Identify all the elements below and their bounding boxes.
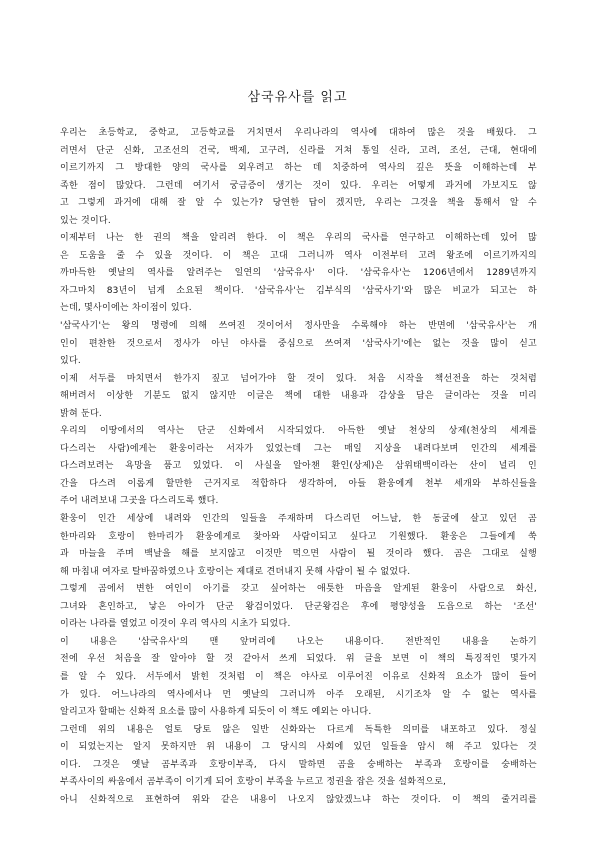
body-line: 이다. 그것은 옛날 곰부족과 호랑이부족, 다시 말하면 곰을 숭배하는 부족과 호랑이를 숭배하는: [60, 759, 537, 770]
body-line: 이라는 나라를 열었고 이것이 우리 역사의 시초가 되었다.: [60, 619, 291, 630]
body-line: 간을 다스려 이롭게 할만한 근거지로 적합하다 생각하여, 아들 환웅에게 천부 세개와 부하신들을: [60, 478, 537, 489]
body-line: 환웅이 인간 세상에 내려와 인간의 일들을 주재하며 다스리던 어느날, 한 동굴에 살고 있던 곰: [60, 514, 537, 525]
body-line: 족한 점이 많았다. 그런데 여기서 궁금증이 생기는 것이 있다. 우리는 어떻게 과거에 가보지도 않: [60, 180, 537, 191]
body-line: '삼국사기'는 왕의 명령에 의해 쓰여진 것이어서 정사만을 수록해야 하는 반면에 '삼국유사'는 개: [60, 321, 537, 332]
body-line: 아니 신화적으로 표현하여 위와 같은 내용이 나오지 않았겠느냐 하는 것이다. 이 책의 줄거리를: [60, 794, 537, 805]
body-line: 주어 내려보내 그곳을 다스리도록 했다.: [60, 496, 219, 507]
body-line: 전에 우선 처음을 잘 알아야 할 것 같아서 쓰게 되었다. 위 글을 보면 이 책의 특징적인 몇가지: [60, 654, 537, 665]
body-line: 알리고자 할때는 신화적 요소를 많이 사용하게 되듯이 이 책도 예외는 아니다.: [60, 707, 372, 718]
body-line: 부족사이의 싸움에서 곰부족이 이기게 되어 호랑이 부족을 누르고 정권을 잡은 것을 설화적으로,: [60, 777, 447, 788]
body-line: 까마득한 옛날의 역사를 알려주는 일연의 '삼국유사' 이다. '삼국유사'는 1206년에서 1289년까지: [60, 268, 537, 279]
body-line: 를 알 수 있다. 서두에서 밝힌 것처럼 이 책은 야사로 이루어진 이유로 신화적 요소가 많이 들어: [60, 671, 537, 682]
body-line: 다스려보려는 욕망을 품고 있었다. 이 사실을 알아챈 환인(상제)은 삼위태백이라는 산이 널리 인: [60, 461, 537, 472]
body-line: 인이 편찬한 것으로서 정사가 아닌 야사를 중심으로 쓰여져 '삼국사기'에는 없는 것을 많이 싣고: [60, 338, 537, 349]
body-line: 있다.: [60, 356, 81, 367]
body-line: 해 마침내 여자로 탈바꿈하였으나 호랑이는 제대로 견뎌내지 못해 사람이 될 수 없었다.: [60, 566, 411, 577]
body-line: 가 있다. 어느나라의 역사에서나 먼 옛날의 그러니까 아주 오래된, 시기조차 알 수 없는 역사를: [60, 689, 537, 700]
body-line: 우리는 초등학교, 중학교, 고등학교를 거치면서 우리나라의 역사에 대하여 많은 것을 배웠다. 그: [60, 128, 537, 138]
body-line: 우리의 이땅에서의 역사는 단군 신화에서 시작되었다. 아득한 옛날 천상의 상제(천상의 세계를: [60, 426, 537, 437]
body-line: 한마리와 호랑이 한마리가 환웅에게로 찾아와 사람이되고 싶다고 기원했다. 환웅은 그들에게 쑥: [60, 531, 537, 542]
body-line: 이 내용은 '삼국유사'의 맨 앞머리에 나오는 내용이다. 전반적인 내용을 논하기: [60, 636, 537, 647]
body-line: 다스리는 사람)에게는 환웅이라는 서자가 있었는데 그는 매일 지상을 내려다보며 인간의 세계를: [60, 443, 537, 454]
body-line: 이제 서두를 마치면서 한가지 짚고 넘어가야 할 것이 있다. 처음 시작을 책선전을 하는 것처럼: [60, 373, 537, 384]
document-body: [60, 125, 537, 809]
document-title: 삼국유사를 읽고: [247, 90, 348, 105]
body-line: 있는 것이다.: [60, 215, 111, 226]
body-line: 이르기까지 그 방대한 양의 국사를 외우려고 하는 데 치중하여 역사의 깊은 뜻을 이해하는데 부: [60, 163, 537, 174]
body-line: 그녀와 혼인하고, 낳은 아이가 단군 왕검이었다. 단군왕검은 후에 평양성을 도읍으로 하는 '조선': [60, 601, 537, 612]
body-line: 과 마늘을 주며 백날을 해를 보지않고 이것만 먹으면 사람이 될 것이라 했다. 곰은 그대로 실행: [60, 549, 537, 560]
body-line: 이제부터 나는 한 권의 책을 알리려 한다. 이 책은 우리의 국사를 연구하고 이해하는데 있어 많: [60, 233, 537, 244]
body-line: 는데, 몇사이에는 차이점이 있다.: [60, 303, 192, 314]
body-line: 은 도움을 줄 수 있을 것이다. 이 책은 고대 그러니까 역사 이전부터 고려 왕조에 이르기까지의: [60, 250, 537, 261]
body-line: 이 되었는지는 알지 못하지만 위 내용이 그 당시의 사회에 있던 일들을 암시 해 주고 있다는 것: [60, 742, 537, 753]
body-line: 자그마치 83년이 넘게 소요된 책이다. '삼국유사'는 김부식의 '삼국사기'와 많은 비교가 되고는 하: [60, 285, 537, 296]
body-line: 고 그렇게 과거에 대해 잘 알 수 있는가? 당연한 답이 겠지만, 우리는 그것을 책을 통해서 알 수: [60, 198, 537, 209]
body-line: 해버려서 이상한 기분도 없지 않지만 이글은 책에 대한 내용과 감상을 담은 글이라는 것을 미리: [60, 391, 537, 402]
body-line: 그렇게 곰에서 변한 여인이 아기를 갖고 싶어하는 애틋한 마음을 알게된 환웅이 사람으로 화신,: [60, 584, 537, 595]
body-line: 그런데 위의 내용은 얼토 당토 않은 일반 신화와는 다르게 독특한 의미를 내포하고 있다. 정실: [60, 724, 537, 735]
body-line: 밝혀 둔다.: [60, 408, 102, 419]
body-line: 러면서 단군 신화, 고조선의 건국, 백제, 고구려, 신라를 거쳐 통일 신라, 고려, 조선, 근대, 현대에: [60, 145, 537, 156]
